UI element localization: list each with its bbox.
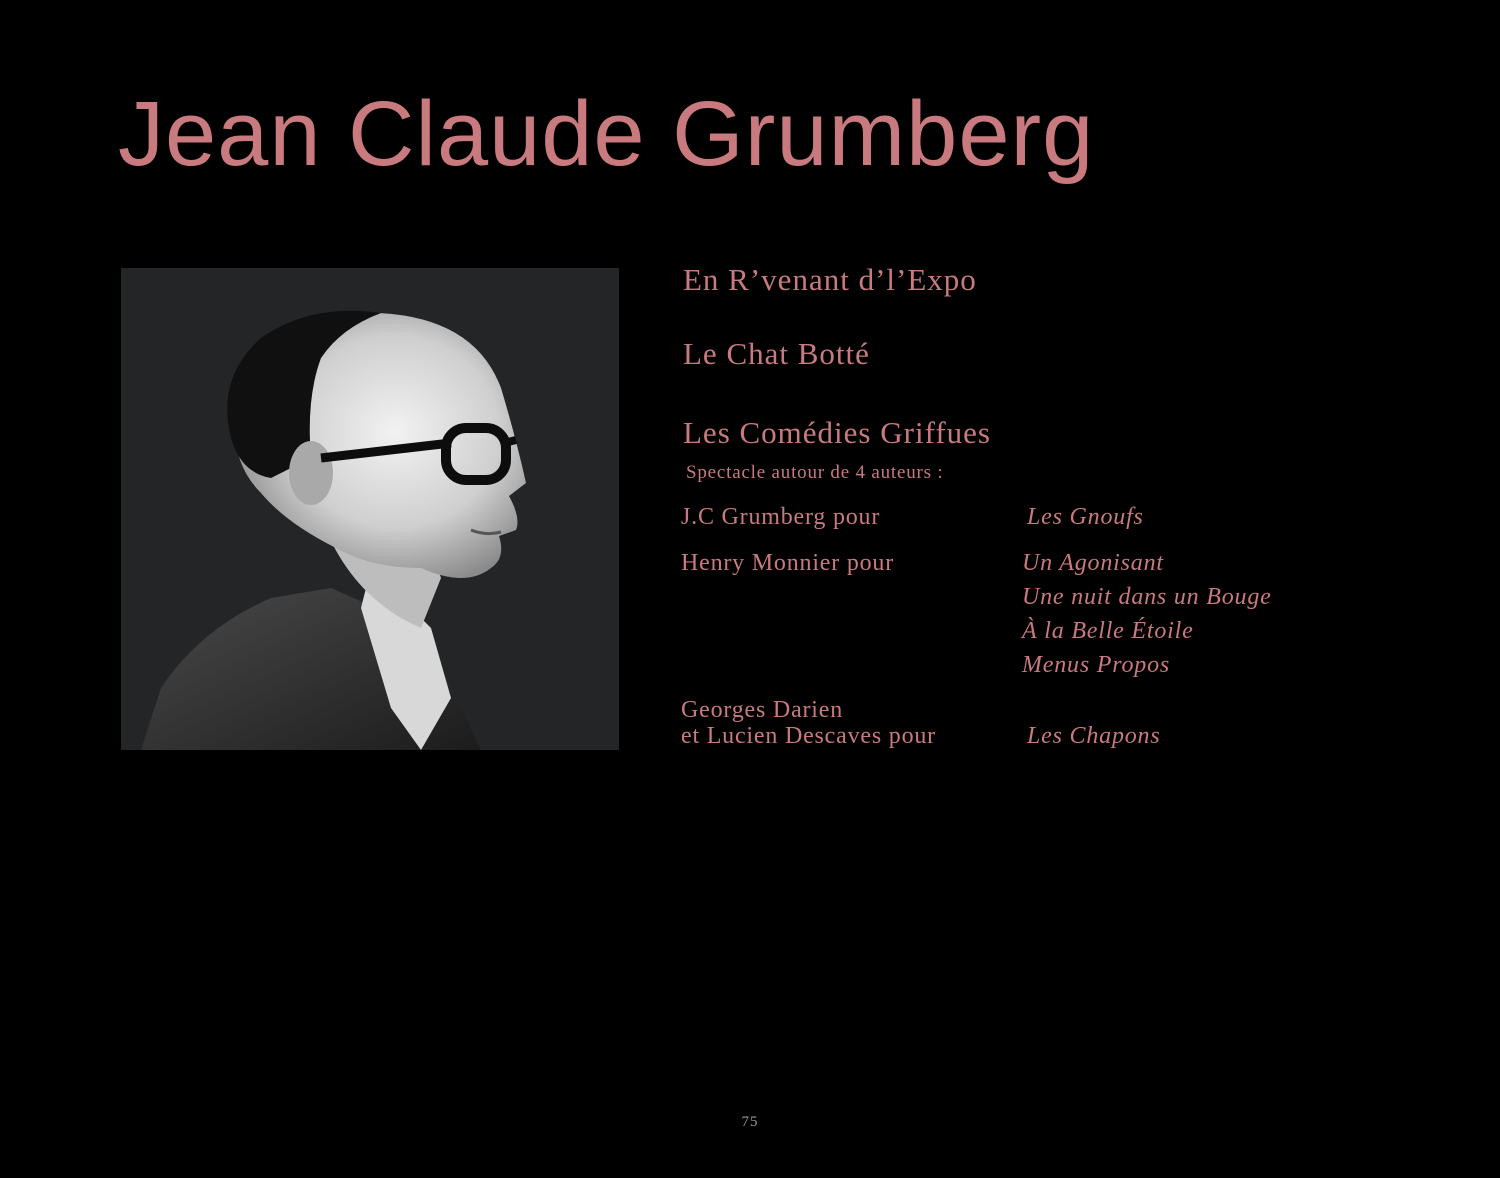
spectacle-subtitle: Spectacle autour de 4 auteurs : xyxy=(686,462,944,483)
author-label-3-line-1: Georges Darien xyxy=(681,697,844,723)
author-label-3-line-2: et Lucien Descaves pour xyxy=(681,723,936,749)
author-work-1-1: Les Gnoufs xyxy=(1027,504,1144,530)
page-title: Jean Claude Grumberg xyxy=(118,83,1095,185)
author-work-2-1: Un Agonisant xyxy=(1022,550,1164,576)
portrait-photo-icon xyxy=(121,268,619,750)
page-number: 75 xyxy=(741,1114,759,1130)
author-label-1: J.C Grumberg pour xyxy=(681,504,881,530)
author-label-2: Henry Monnier pour xyxy=(681,550,895,576)
author-work-3-1: Les Chapons xyxy=(1027,723,1161,749)
author-work-2-4: Menus Propos xyxy=(1022,652,1171,678)
play-title-3: Les Comédies Griffues xyxy=(683,415,991,450)
play-title-1: En R’venant d’l’Expo xyxy=(683,262,977,297)
author-work-2-3: À la Belle Étoile xyxy=(1022,618,1194,644)
author-portrait-photo xyxy=(121,268,619,750)
play-title-2: Le Chat Botté xyxy=(683,336,870,371)
author-work-2-2: Une nuit dans un Bouge xyxy=(1022,584,1272,610)
